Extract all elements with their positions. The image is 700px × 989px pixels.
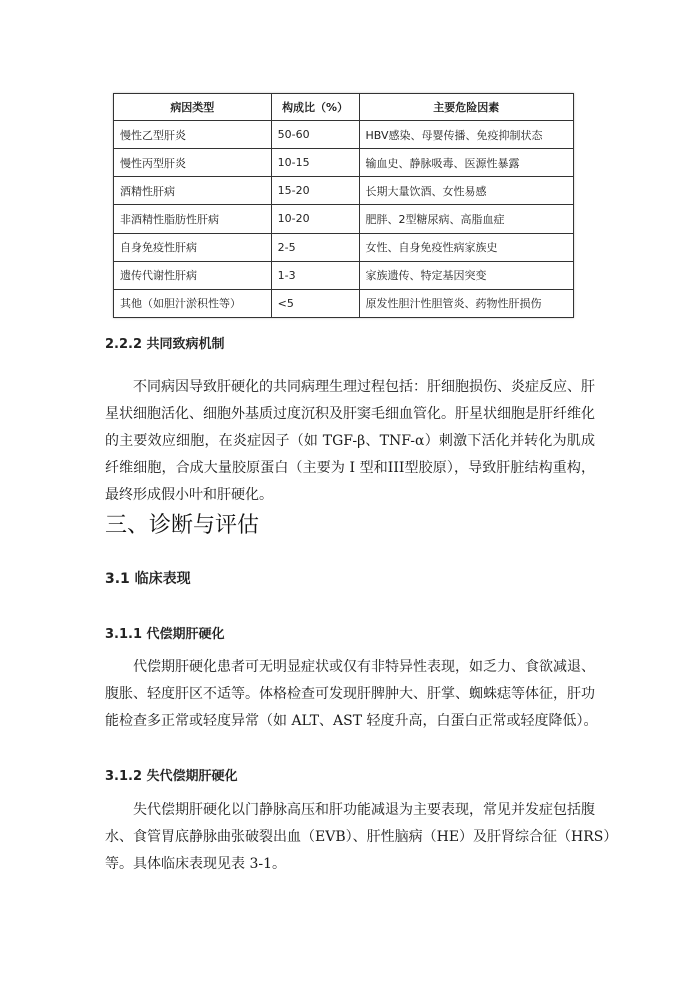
paragraph-decompensated [105, 797, 618, 878]
paragraph-line: 纤维细胞，合成大量胶原蛋白（主要为 I 型和III型胶原），导致肝脏结构重构， [105, 460, 595, 476]
cell-proportion: 2-5 [271, 233, 359, 261]
cell-risk: 肥胖、2型糖尿病、高脂血症 [359, 205, 573, 233]
cell-risk: 家族遗传、特定基因突变 [359, 261, 573, 289]
cell-risk: HBV感染、母婴传播、免疫抑制状态 [359, 121, 573, 149]
cell-cause: 非酒精性脂肪性肝病 [114, 205, 272, 233]
etiology-table [113, 93, 574, 318]
section-heading-3-1-1: 3.1.1 代偿期肝硬化 [105, 627, 225, 642]
cell-risk: 女性、自身免疫性病家族史 [359, 233, 573, 261]
paragraph-line: 星状细胞活化、细胞外基质过度沉积及肝窦毛细血管化。肝星状细胞是肝纤维化 [105, 406, 595, 422]
paragraph-line: 水、食管胃底静脉曲张破裂出血（EVB）、肝性脑病（HE）及肝肾综合征（HRS） [105, 829, 618, 845]
cell-cause: 遗传代谢性肝病 [114, 261, 272, 289]
table-row [114, 261, 574, 289]
table-header-row [114, 94, 574, 121]
table-row [114, 205, 574, 233]
cell-cause: 自身免疫性肝病 [114, 233, 272, 261]
header-cause-type: 病因类型 [114, 94, 272, 121]
cell-proportion: 50-60 [271, 121, 359, 149]
paragraph-line: 不同病因导致肝硬化的共同病理生理过程包括：肝细胞损伤、炎症反应、肝 [133, 379, 595, 395]
cell-proportion: 15-20 [271, 177, 359, 205]
section-heading-3-1-2: 3.1.2 失代偿期肝硬化 [105, 769, 238, 784]
table-row [114, 121, 574, 149]
paragraph-line: 等。具体临床表现见表 3-1。 [105, 856, 286, 872]
etiology-table-image [113, 93, 574, 318]
table-row [114, 177, 574, 205]
section-heading-2-2-2: 2.2.2 共同致病机制 [105, 337, 225, 352]
table-row [114, 233, 574, 261]
chapter-heading-3: 三、诊断与评估 [105, 513, 260, 538]
cell-risk: 输血史、静脉吸毒、医源性暴露 [359, 149, 573, 177]
cell-cause: 慢性乙型肝炎 [114, 121, 272, 149]
paragraph-line: 的主要效应细胞，在炎症因子（如 TGF-β、TNF-α）刺激下活化并转化为肌成 [105, 433, 595, 449]
cell-proportion: <5 [271, 289, 359, 317]
cell-proportion: 10-20 [271, 205, 359, 233]
cell-cause: 酒精性肝病 [114, 177, 272, 205]
header-risk-factors: 主要危险因素 [359, 94, 573, 121]
cell-risk: 原发性胆汁性胆管炎、药物性肝损伤 [359, 289, 573, 317]
table-row [114, 289, 574, 317]
paragraph-line: 代偿期肝硬化患者可无明显症状或仅有非特异性表现，如乏力、食欲减退、 [133, 659, 595, 675]
cell-risk: 长期大量饮酒、女性易感 [359, 177, 573, 205]
paragraph-line: 能检查多正常或轻度异常（如 ALT、AST 轻度升高，白蛋白正常或轻度降低）。 [105, 713, 598, 729]
table-row [114, 149, 574, 177]
paragraph-line: 最终形成假小叶和肝硬化。 [105, 487, 273, 503]
paragraph-line: 腹胀、轻度肝区不适等。体格检查可发现肝脾肿大、肝掌、蜘蛛痣等体征，肝功 [105, 686, 595, 702]
header-proportion: 构成比（%） [271, 94, 359, 121]
cell-proportion: 10-15 [271, 149, 359, 177]
paragraph-common-mechanism [105, 374, 595, 509]
paragraph-line: 失代偿期肝硬化以门静脉高压和肝功能减退为主要表现，常见并发症包括腹 [133, 802, 595, 818]
cell-proportion: 1-3 [271, 261, 359, 289]
section-heading-3-1: 3.1 临床表现 [105, 571, 191, 587]
cell-cause: 慢性丙型肝炎 [114, 149, 272, 177]
cell-cause: 其他（如胆汁淤积性等） [114, 289, 272, 317]
paragraph-compensated [105, 654, 598, 735]
